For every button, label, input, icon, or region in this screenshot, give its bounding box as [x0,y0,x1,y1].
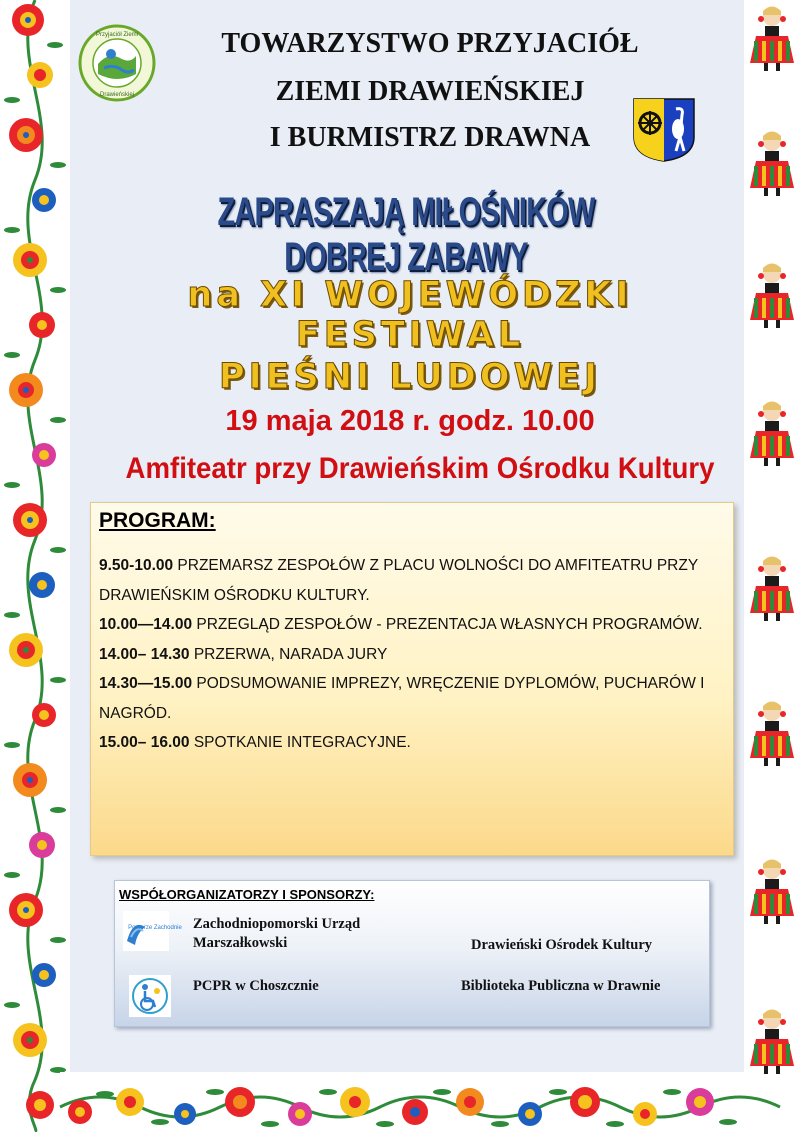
pcpr-logo [129,975,171,1017]
festival-title-line-3: PIEŚNI LUDOWEJ [218,357,602,397]
festival-title-line-1: na XI WOJEWÓDZKI [187,275,633,315]
program-box [90,502,734,856]
sponsor-library: Biblioteka Publiczna w Drawnie [461,978,661,994]
program-list [99,551,719,758]
flower-icon [12,4,44,36]
program-item-desc: PRZEMARSZ ZESPOŁÓW Z PLACU WOLNOŚCI DO AMFITEATRU PRZY DRAWIEŃSKIM OŚRODKU KULTURY. [99,557,698,604]
invitation-title: ZAPRASZAJĄ MIŁOŚNIKÓW DOBREJ ZABAWY [217,190,595,279]
program-item-time: 10.00—14.00 [99,616,193,633]
header-line-1: TOWARZYSTWO PRZYJACIÓŁ [221,28,639,59]
program-item [99,640,719,670]
program-item-desc: PODSUMOWANIE IMPREZY, WRĘCZENIE DYPLOMÓW, PUCHARÓW I NAGRÓD. [99,675,705,722]
pomorze-zachodnie-logo [123,911,182,951]
program-item [99,669,719,728]
sponsor-marshal-office-line-2: Marszałkowski [193,935,288,951]
svg-text:Drawieńskiej: Drawieńskiej [99,92,135,98]
society-logo [78,24,156,102]
header-line-2: ZIEMI DRAWIEŃSKIEJ [275,76,585,107]
floral-border-left [0,0,70,1132]
floral-border-bottom [60,1072,750,1132]
festival-title-line-2: FESTIWAL [295,315,525,355]
program-item-desc: PRZEGLĄD ZESPOŁÓW - PREZENTACJA WŁASNYCH PROGRAMÓW. [192,616,703,633]
sponsor-marshal-office [193,915,360,953]
folk-doll-border-right [744,0,800,1132]
program-item-desc: PRZERWA, NARADA JURY [189,645,388,663]
event-date: 19 maja 2018 r. godz. 10.00 [225,405,595,437]
program-item-time: 15.00– 16.00 [99,734,190,751]
program-item [99,610,719,640]
sponsors-box [114,880,710,1027]
program-title: PROGRAM: [99,509,216,532]
program-item-time: 14.00– 14.30 [99,645,190,663]
program-item [99,551,719,610]
pomorze-logo-text: Pomorze Zachodnie [128,925,182,931]
event-place: Amfiteatr przy Drawieńskim Ośrodku Kultury [125,452,715,485]
program-item [99,728,719,758]
sponsor-culture-center: Drawieński Ośrodek Kultury [471,937,653,953]
program-item-time: 9.50-10.00 [99,557,174,574]
svg-text:Przyjaciół Ziemi: Przyjaciół Ziemi [95,32,139,38]
program-item-desc: SPOTKANIE INTEGRACYJNE. [189,734,411,751]
program-item-time: 14.30—15.00 [99,675,193,692]
header-line-3: I BURMISTRZ DRAWNA [269,122,591,153]
sponsor-marshal-office-line-1: Zachodniopomorski Urząd [193,916,361,932]
sponsors-title: WSPÓŁORGANIZATORZY I SPONSORZY: [119,887,375,902]
sponsor-pcpr: PCPR w Choszcznie [193,978,319,994]
